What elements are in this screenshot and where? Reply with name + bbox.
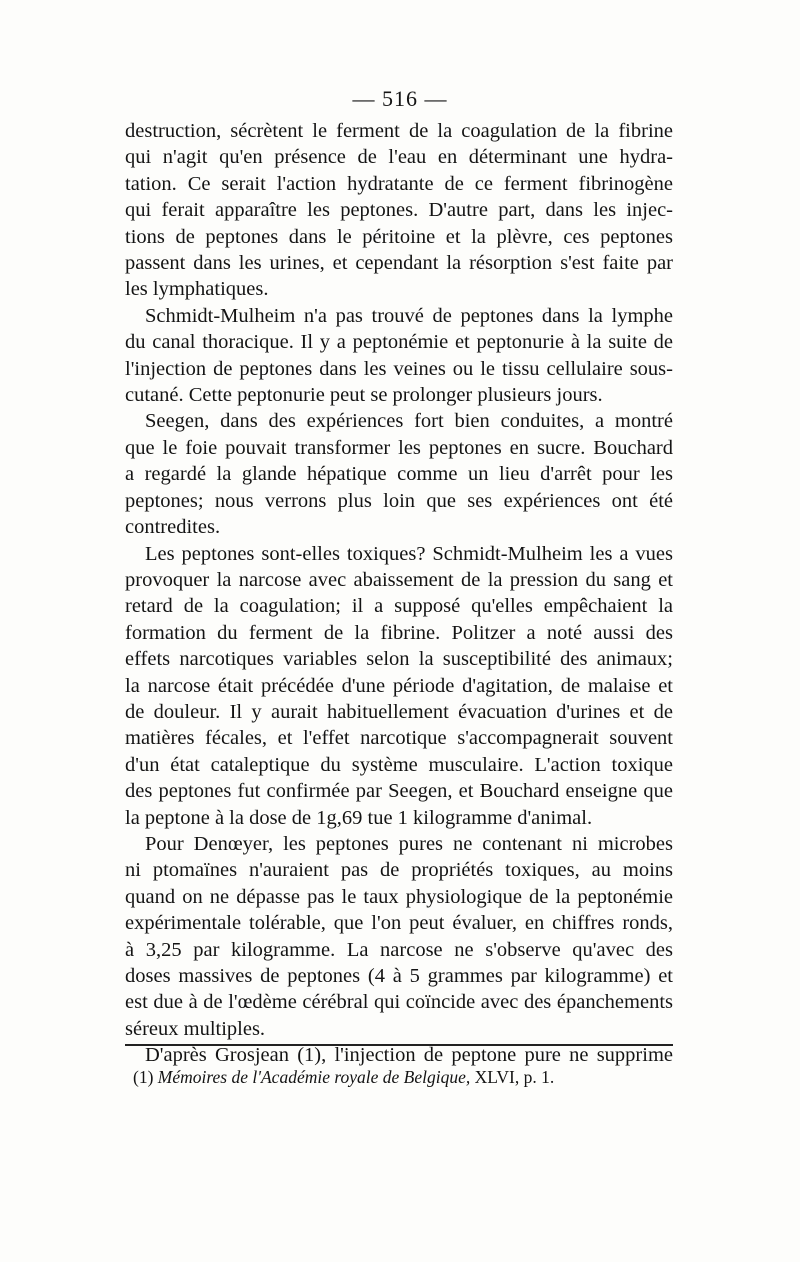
text-line: passent dans les urines, et cependant la résorption s'est faite par (125, 252, 673, 275)
text-line: que le foie pouvait transformer les peptones en sucre. Bouchard (125, 436, 673, 459)
footnote-reference: XLVI, p. 1. (474, 1067, 555, 1087)
text-line: l'injection de peptones dans les veines ou le tissu cellulaire sous- (125, 357, 673, 380)
text-line: Seegen, dans des expériences fort bien conduites, a montré (145, 410, 673, 433)
text-line: cutané. Cette peptonurie peut se prolonger plusieurs jours. (125, 384, 603, 407)
footnote-divider (125, 1044, 673, 1046)
text-line: formation du ferment de la fibrine. Politzer a noté aussi des (125, 621, 673, 644)
text-line: qui ferait apparaître les peptones. D'autre part, dans les injec- (125, 199, 673, 222)
paragraph (125, 118, 673, 303)
text-line: Schmidt-Mulheim n'a pas trouvé de peptones dans la lymphe (145, 304, 673, 327)
text-line: d'un état cataleptique du système musculaire. L'action toxique (125, 753, 673, 776)
text-line: du canal thoracique. Il y a peptonémie et peptonurie à la suite de (125, 331, 673, 354)
text-line: qui n'agit qu'en présence de l'eau en déterminant une hydra- (125, 146, 673, 169)
body-text (125, 118, 673, 1069)
text-line: Les peptones sont-elles toxiques? Schmidt-Mulheim les a vues (145, 542, 673, 565)
paragraph (125, 831, 673, 1042)
text-line: doses massives de peptones (4 à 5 grammes par kilogramme) et (125, 965, 673, 987)
text-line: matières fécales, et l'effet narcotique s'accompagnerait souvent (125, 727, 673, 750)
text-line: la peptone à la dose de 1g,69 tue 1 kilogramme d'animal. (125, 806, 593, 829)
text-line: destruction, sécrètent le ferment de la coagulation de la fibrine (125, 120, 673, 142)
text-line: est due à de l'œdème cérébral qui coïncide avec des épanchements (125, 991, 673, 1014)
text-line: peptones; nous verrons plus loin que ses expériences ont été (125, 489, 673, 512)
text-line: retard de la coagulation; il a supposé qu'elles empêchaient la (125, 595, 673, 618)
text-line: les lymphatiques. (125, 278, 269, 301)
text-line: effets narcotiques variables selon la susceptibilité des animaux; (125, 648, 673, 671)
paragraph (125, 408, 673, 540)
text-line: quand on ne dépasse pas le taux physiologique de la peptonémie (125, 885, 673, 908)
footnote-marker: (1) (133, 1067, 154, 1087)
text-line: séreux multiples. (125, 1017, 266, 1040)
text-line: a regardé la glande hépatique comme un lieu d'arrêt pour les (125, 463, 673, 486)
text-line: tions de peptones dans le péritoine et la plèvre, ces peptones (125, 225, 673, 248)
text-line: ni ptomaïnes n'auraient pas de propriétés toxiques, au moins (125, 859, 673, 882)
text-line: D'après Grosjean (1), l'injection de peptone pure ne supprime (145, 1044, 673, 1067)
text-line: à 3,25 par kilogramme. La narcose ne s'observe qu'avec des (125, 938, 673, 961)
page-number: — 516 — (352, 86, 448, 111)
text-line: expérimentale tolérable, que l'on peut évaluer, en chiffres ronds, (125, 912, 673, 935)
paragraph (125, 303, 673, 409)
text-line: de douleur. Il y aurait habituellement évacuation d'urines et de (125, 700, 673, 723)
text-line: des peptones fut confirmée par Seegen, et Bouchard enseigne que (125, 780, 673, 803)
text-line: tation. Ce serait l'action hydratante de ce ferment fibrinogène (125, 172, 673, 195)
paragraph (125, 1042, 673, 1068)
text-line: Pour Denœyer, les peptones pures ne contenant ni microbes (145, 832, 673, 855)
paragraph (125, 541, 673, 831)
text-line: la narcose était précédée d'une période d'agitation, de malaise et (125, 674, 673, 697)
footnote-source: Mémoires de l'Académie royale de Belgique, (157, 1067, 471, 1087)
text-line: contredites. (125, 516, 221, 539)
footnote (133, 1066, 673, 1088)
text-line: provoquer la narcose avec abaissement de la pression du sang et (125, 568, 673, 591)
